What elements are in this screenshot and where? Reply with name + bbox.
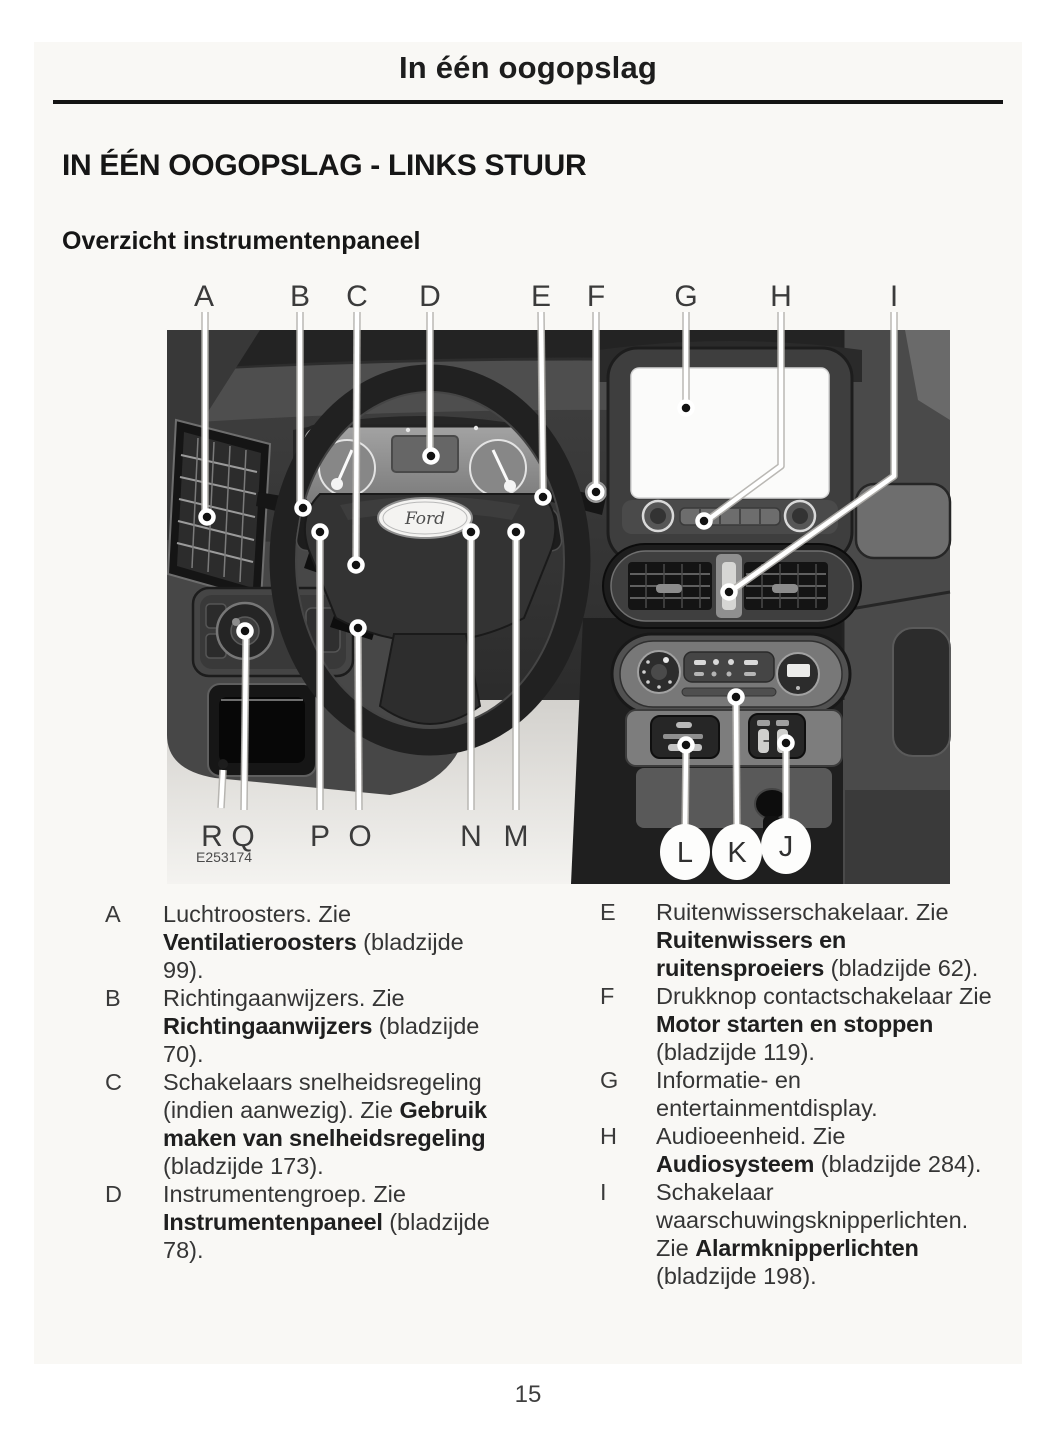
callout-letter-o: O [348, 820, 372, 853]
legend-letter: I [600, 1179, 607, 1205]
dashboard-photo [167, 330, 950, 884]
legend-item-h [592, 1122, 1034, 1178]
callout-letter-k: K [727, 837, 747, 869]
subsection-title: Overzicht instrumentenpaneel [62, 227, 421, 255]
legend-letter: F [600, 983, 615, 1009]
page-number: 15 [514, 1381, 542, 1408]
callout-letter-a: A [193, 280, 215, 313]
legend-text: Ruitenwisserschakelaar. Zie Ruitenwissers en ruitensproeiers (bladzijde 62). [656, 899, 979, 981]
callout-letter-p: P [309, 820, 331, 853]
legend-item-b [97, 984, 559, 1068]
callout-letter-r: R [201, 820, 223, 853]
callout-letter-l: L [676, 837, 694, 869]
legend-text: Drukknop contactschakelaar Zie Motor starten en stoppen (bladzijde 119). [656, 983, 992, 1065]
legend-text: Schakelaars snelheidsregeling (indien aanwezig). Zie Gebruik maken van snelheidsregeling (bladzijde 173). [163, 1069, 487, 1179]
legend-item-f [592, 982, 1034, 1066]
callout-dot-r [218, 759, 228, 769]
callout-letter-j: J [778, 831, 794, 863]
legend-text: Informatie- en entertainmentdisplay. [656, 1067, 878, 1121]
callout-letter-m: M [503, 820, 529, 853]
legend-letter: C [105, 1069, 122, 1095]
callout-letter-n: N [460, 820, 482, 853]
callout-letter-e: E [530, 280, 552, 313]
callout-ovals [660, 818, 811, 880]
legend-item-a [97, 900, 559, 984]
climate-buttons [684, 652, 774, 682]
legend-text: Audioeenheid. Zie Audiosysteem (bladzijde 284). [656, 1123, 982, 1177]
left-air-vent [168, 420, 270, 600]
legend-text: Richtingaanwijzers. Zie Richtingaanwijzers (bladzijde 70). [163, 985, 480, 1067]
figure-code: E253174 [196, 849, 253, 865]
legend-left-column [97, 900, 559, 1264]
legend-item-e [592, 898, 1034, 982]
section-title: IN ÉÉN OOGOPSLAG - LINKS STUUR [62, 149, 587, 182]
tachometer-gauge [470, 440, 526, 496]
callout-letter-c: C [346, 280, 368, 313]
callout-letter-i: I [889, 280, 899, 313]
legend-letter: E [600, 899, 616, 925]
legend-text: Instrumentengroep. Zie Instrumentenpaneel (bladzijde 78). [163, 1181, 490, 1263]
callout-letter-h: H [770, 280, 792, 313]
legend-item-g [592, 1066, 1034, 1122]
legend-letter: A [105, 901, 121, 927]
callout-letters-top [194, 280, 898, 313]
door-armrest [893, 628, 950, 756]
legend-letter: H [600, 1123, 617, 1149]
ford-logo-icon [378, 498, 472, 538]
legend-letter: D [105, 1181, 122, 1207]
callout-letter-b: B [289, 280, 311, 313]
legend-text: Luchtroosters. Zie Ventilatieroosters (bladzijde 99). [163, 901, 464, 983]
callout-letter-d: D [419, 280, 441, 313]
header-rule [53, 100, 1003, 104]
legend-item-i [592, 1178, 1034, 1290]
legend-letter: B [105, 985, 121, 1011]
callout-letter-q: Q [231, 820, 255, 853]
callout-letter-f: F [586, 280, 606, 313]
legend-letter: G [600, 1067, 619, 1093]
audio-button-row [680, 508, 780, 525]
legend-right-column [592, 898, 1034, 1290]
callout-letter-g: G [674, 280, 698, 313]
legend-text: Schakelaar waarschuwingsknipperlichten. Zie Alarmknipperlichten (bladzijde 198). [656, 1179, 969, 1289]
svg-text:Ford: Ford [404, 509, 446, 529]
legend-item-c [97, 1068, 559, 1180]
page-header-title: In één oogopslag [398, 50, 658, 85]
legend-item-d [97, 1180, 559, 1264]
dashboard-illustration [0, 270, 1056, 888]
infotainment-screen [631, 368, 829, 498]
temperature-display [787, 664, 810, 677]
lower-spoke [380, 634, 480, 724]
